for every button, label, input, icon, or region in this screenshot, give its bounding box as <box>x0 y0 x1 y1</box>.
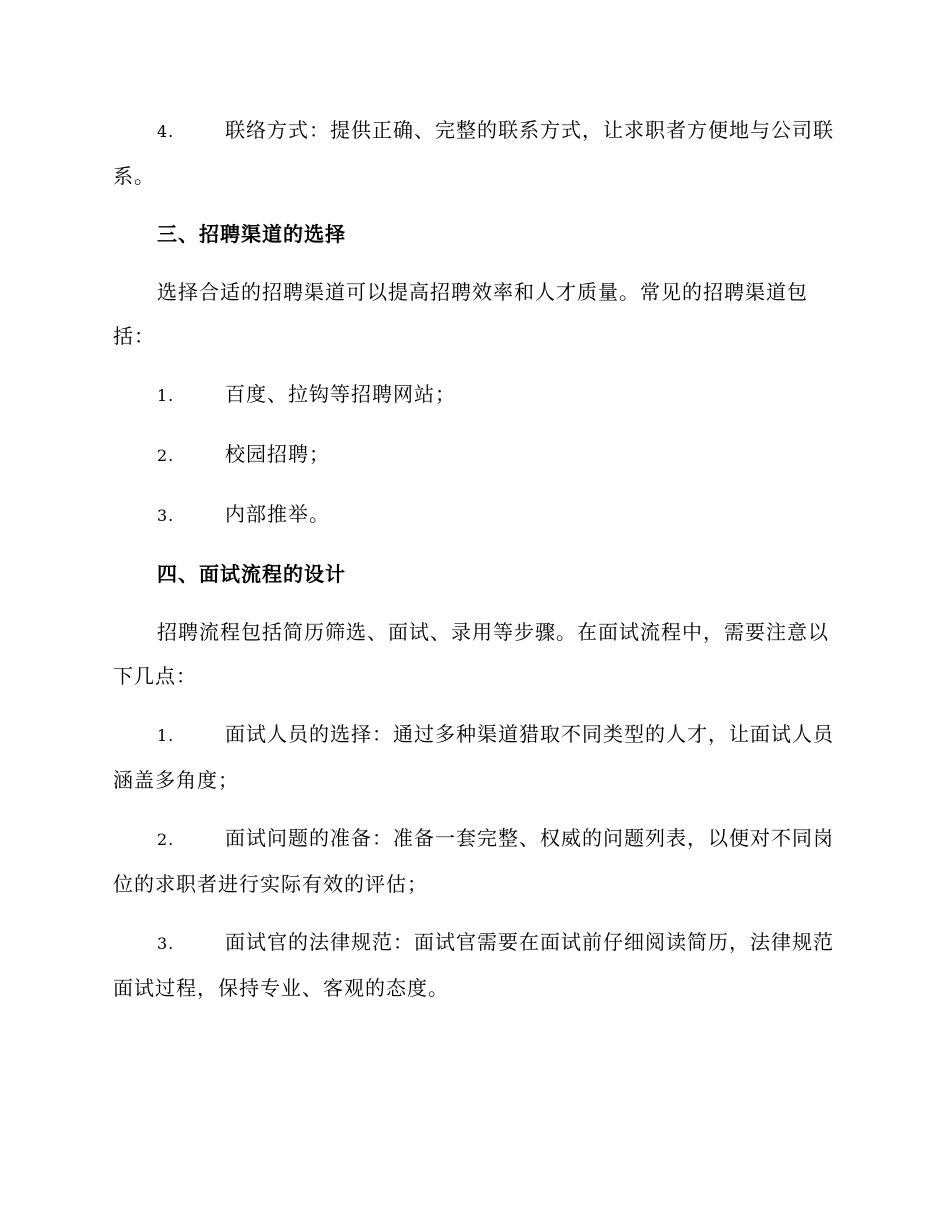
list-item-contact <box>113 108 835 198</box>
list-number: 3. <box>157 934 175 953</box>
list-number: 1. <box>157 386 175 405</box>
list-number: 2. <box>157 446 175 465</box>
list-number: 1. <box>157 726 175 745</box>
list-item <box>113 432 835 478</box>
list-text: 面试问题的准备：准备一套完整、权威的问题列表，以便对不同岗位的求职者进行实际有效的评估； <box>113 826 834 896</box>
paragraph-interview-intro: 招聘流程包括简历筛选、面试、录用等步骤。在面试流程中，需要注意以下几点： <box>113 620 829 688</box>
list-text: 内部推举。 <box>225 502 330 526</box>
list-item <box>113 816 835 906</box>
list-text: 百度、拉钩等招聘网站； <box>225 382 456 406</box>
section-heading-recruitment-channels: 三、招聘渠道的选择 <box>157 222 346 246</box>
list-item <box>113 372 835 418</box>
list-item <box>113 712 835 802</box>
list-number: 3. <box>157 506 175 525</box>
list-text: 校园招聘； <box>225 442 330 466</box>
list-item <box>113 492 835 538</box>
list-text: 面试官的法律规范：面试官需要在面试前仔细阅读简历，法律规范面试过程，保持专业、客观的态度。 <box>113 930 834 1000</box>
list-number: 4. <box>157 122 175 141</box>
document-page <box>113 108 835 1010</box>
list-number: 2. <box>157 830 175 849</box>
list-text: 联络方式：提供正确、完整的联系方式，让求职者方便地与公司联系。 <box>113 118 834 188</box>
section-heading-interview-process: 四、面试流程的设计 <box>157 562 346 586</box>
list-text: 面试人员的选择：通过多种渠道猎取不同类型的人才，让面试人员涵盖多角度； <box>113 722 834 792</box>
paragraph-channels-intro: 选择合适的招聘渠道可以提高招聘效率和人才质量。常见的招聘渠道包括： <box>113 280 808 348</box>
list-item <box>113 920 835 1010</box>
